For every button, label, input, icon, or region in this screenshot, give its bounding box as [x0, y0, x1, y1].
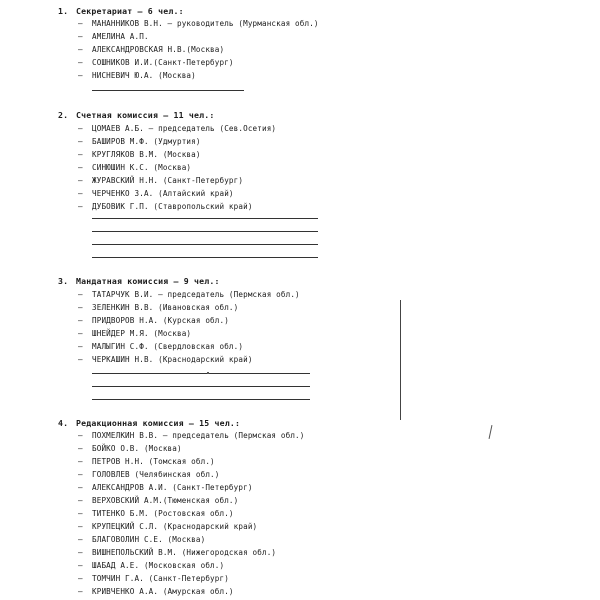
member-name: ПОХМЕЛКИН В.В. – председатель (Пермская обл.): [92, 431, 305, 440]
member-name: КРУГЛЯКОВ В.М. (Москва): [92, 150, 201, 159]
member-name: ЦОМАЕВ А.Б. – председатель (Сев.Осетия): [92, 124, 277, 133]
section-title: Редакционная комиссия – 15 чел.:: [76, 418, 241, 428]
member-name: ТАТАРЧУК В.И. – председатель (Пермская обл.): [92, 290, 300, 299]
member-name: АМЕЛИНА А.П.: [92, 32, 149, 41]
member-name: ПЕТРОВ Н.Н. (Томская обл.): [92, 457, 215, 466]
member-name: БЛАГОВОЛИН С.Е. (Москва): [92, 535, 206, 544]
member-name: ГОЛОВЛЕВ (Челябинская обл.): [92, 470, 220, 479]
member-name: СИНЮШИН К.С. (Москва): [92, 163, 192, 172]
member-name: ШНЕЙДЕР М.Я. (Москва): [92, 329, 192, 338]
member-name: СОШНИКОВ И.И.(Санкт-Петербург): [92, 58, 234, 67]
blank-line: [92, 244, 318, 245]
member-name: ТИТЕНКО Б.М. (Ростовская обл.): [92, 509, 234, 518]
blank-line: [92, 218, 318, 219]
document-page: 1. Секретариат – 6 чел.: – МАНАННИКОВ В.Н. – руководитель (Мурманская обл.) – АМЕЛИНА А.П. – АЛЕКСАНДРОВСКАЯ Н.В.(Москва) – СОШНИКОВ И.И.(Санкт-Петербург) – НИСНЕВИЧ Ю.А. (Москва) 2. Счетная комиссия – 11 чел.: – ЦОМАЕВ А.Б. – председатель (Сев.Осетия) – БАШИРОВ М.Ф. (Удмуртия) – КРУГЛЯКОВ В.М. (Москва) – СИНЮШИН К.С. (Москва) – ЖУРАВСКИЙ Н.Н. (Санкт-Петербург) – ЧЕРЧЕНКО З.А. (Алтайский край) – ДУБОВИК Г.П. (Ставропольский край) 3. Мандатная комиссия – 9 чел.: – ТАТАРЧУК В.И. – председатель (Пермская обл.) – ЗЕЛЕНКИН В.В. (Ивановская обл.) – ПРИДВОРОВ Н.А. (Курская обл.) – ШНЕЙДЕР М.Я. (Москва) – МАЛЫГИН С.Ф. (Свердловская обл.) – ЧЕРКАШИН Н.В. (Краснодарский край) 4. Редакционная комиссия – 15 чел.: – ПОХМЕЛКИН В.В. – председатель (Пермская обл.) – БОЙКО О.В. (Москва) – ПЕТРОВ Н.Н. (Томская обл.) – ГОЛОВЛЕВ (Челябинская обл.) – АЛЕКСАНДРОВ А.И. (Санкт-Петербург) – ВЕРХОВСКИЙ А.М.(Тюменская обл.) – ТИТЕНКО Б.М. (Ростовская обл.) – КРУПЕЦКИЙ С.Л. (Краснодарский край) – БЛАГОВОЛИН С.Е. (Москва) – ВИШНЕПОЛЬСКИЙ В.М. (Нижегородская обл.) – ШАБАД А.Е. (Московская обл.) – ТОМЧИН Г.А. (Санкт-Петербург) – КРИВЧЕНКО А.А. (Амурская обл.): [0, 0, 600, 600]
member-name: ПРИДВОРОВ Н.А. (Курская обл.): [92, 316, 229, 325]
blank-line: [92, 231, 318, 232]
member-name: БАШИРОВ М.Ф. (Удмуртия): [92, 137, 201, 146]
blank-line: [92, 399, 310, 400]
member-name: ЧЕРЧЕНКО З.А. (Алтайский край): [92, 189, 234, 198]
member-name: ЗЕЛЕНКИН В.В. (Ивановская обл.): [92, 303, 239, 312]
member-name: АЛЕКСАНДРОВСКАЯ Н.В.(Москва): [92, 45, 225, 54]
section-title: Счетная комиссия – 11 чел.:: [76, 110, 215, 120]
member-name: МАНАННИКОВ В.Н. – руководитель (Мурманская обл.): [92, 19, 319, 28]
member-name: КРИВЧЕНКО А.А. (Амурская обл.): [92, 587, 234, 596]
member-name: ЖУРАВСКИЙ Н.Н. (Санкт-Петербург): [92, 176, 244, 185]
section-title: Секретариат – 6 чел.:: [76, 6, 184, 16]
pen-stroke-mark: [489, 425, 493, 439]
blank-line: [92, 90, 244, 91]
scan-speck-mark: [207, 372, 209, 374]
member-name: АЛЕКСАНДРОВ А.И. (Санкт-Петербург): [92, 483, 253, 492]
member-name: БОЙКО О.В. (Москва): [92, 444, 182, 453]
pen-margin-line: [400, 300, 401, 420]
blank-line: [92, 386, 310, 387]
member-name: ДУБОВИК Г.П. (Ставропольский край): [92, 202, 253, 211]
member-name: ТОМЧИН Г.А. (Санкт-Петербург): [92, 574, 229, 583]
section-number: 4.: [58, 418, 69, 428]
member-name: ВИШНЕПОЛЬСКИЙ В.М. (Нижегородская обл.): [92, 548, 277, 557]
section-number: 2.: [58, 110, 69, 120]
blank-line: [92, 373, 310, 374]
blank-line: [92, 257, 318, 258]
section-title: Мандатная комиссия – 9 чел.:: [76, 276, 220, 286]
member-name: КРУПЕЦКИЙ С.Л. (Краснодарский край): [92, 522, 258, 531]
member-name: ЧЕРКАШИН Н.В. (Краснодарский край): [92, 355, 253, 364]
member-name: МАЛЫГИН С.Ф. (Свердловская обл.): [92, 342, 244, 351]
section-number: 1.: [58, 6, 69, 16]
member-name: НИСНЕВИЧ Ю.А. (Москва): [92, 71, 196, 80]
member-name: ВЕРХОВСКИЙ А.М.(Тюменская обл.): [92, 496, 239, 505]
section-number: 3.: [58, 276, 69, 286]
member-name: ШАБАД А.Е. (Московская обл.): [92, 561, 225, 570]
